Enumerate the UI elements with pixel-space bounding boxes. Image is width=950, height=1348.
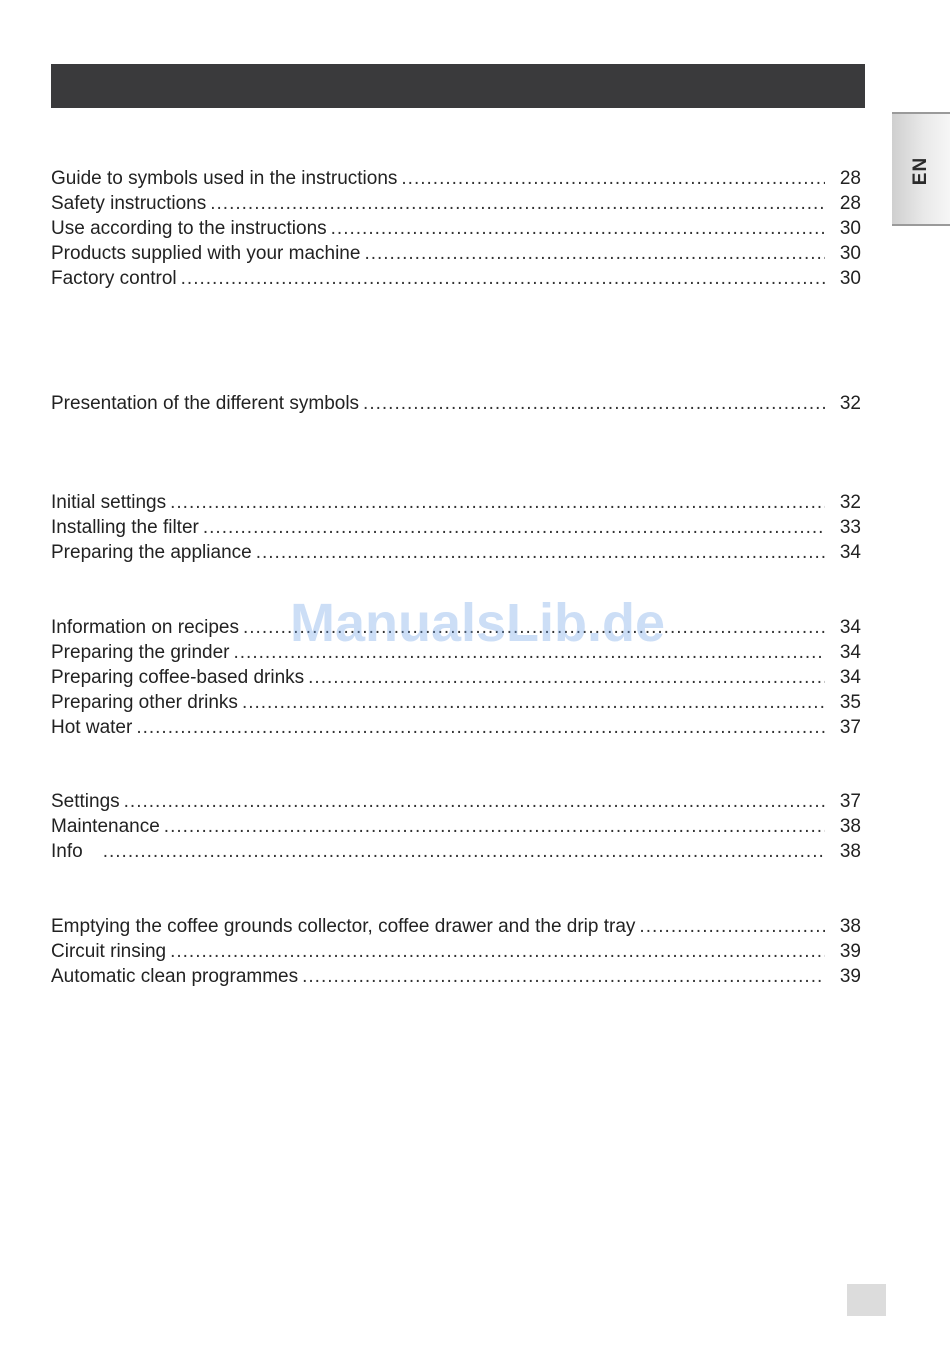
toc-section-recipes: [51, 613, 861, 738]
toc-entry-page: 38: [839, 816, 861, 837]
toc-entry-title: Initial settings: [51, 492, 167, 513]
toc-entry[interactable]: [51, 389, 861, 414]
toc-entry[interactable]: [51, 962, 861, 987]
toc-entry-page: 30: [839, 268, 861, 289]
toc-entry-title: Products supplied with your machine: [51, 243, 361, 264]
toc-entry[interactable]: [51, 538, 861, 563]
toc-entry-page: 30: [839, 218, 861, 239]
toc-entry[interactable]: [51, 812, 861, 837]
toc-leader-dots: [308, 667, 825, 688]
toc-entry[interactable]: [51, 787, 861, 812]
toc-leader-dots: [170, 941, 825, 962]
toc-entry-page: 38: [839, 841, 861, 862]
toc-entry-page: 28: [839, 168, 861, 189]
toc-leader-dots: [181, 268, 825, 289]
toc-entry[interactable]: [51, 937, 861, 962]
toc-entry-page: 30: [839, 243, 861, 264]
toc-entry[interactable]: [51, 912, 861, 937]
toc-entry-page: 33: [839, 517, 861, 538]
toc-entry-page: 34: [839, 667, 861, 688]
toc-entry-title: Maintenance: [51, 816, 160, 837]
toc-leader-dots: [302, 966, 825, 987]
watermark: ManualsLib.de: [290, 593, 666, 653]
language-tab-label: EN: [910, 156, 931, 186]
toc-leader-dots: [170, 492, 825, 513]
toc-entry-title: Preparing coffee-based drinks: [51, 667, 305, 688]
toc-section-setup: [51, 488, 861, 563]
toc-leader-dots: [639, 916, 825, 937]
toc-entry[interactable]: [51, 663, 861, 688]
toc-leader-dots: [364, 243, 825, 264]
toc-entry-title: Settings: [51, 791, 120, 812]
toc-entry[interactable]: [51, 638, 861, 663]
toc-entry-title: Information on recipes: [51, 617, 239, 638]
toc-entry[interactable]: [51, 713, 861, 738]
toc-entry[interactable]: [51, 513, 861, 538]
toc-section-symbols: [51, 389, 861, 414]
toc-entry[interactable]: [51, 688, 861, 713]
toc-entry-page: 38: [839, 916, 861, 937]
toc-entry-title: Factory control: [51, 268, 177, 289]
toc-entry[interactable]: [51, 264, 861, 289]
toc-leader-dots: [242, 692, 825, 713]
toc-entry-title: Guide to symbols used in the instructions: [51, 168, 398, 189]
toc-entry-page: 39: [839, 941, 861, 962]
toc-leader-dots: [164, 816, 825, 837]
toc-section-general: [51, 164, 861, 289]
toc-entry-title: Presentation of the different symbols: [51, 393, 360, 414]
language-tab[interactable]: [892, 112, 950, 226]
toc-entry-title: Info: [51, 841, 83, 862]
toc-section-settings: [51, 787, 861, 862]
toc-entry-page: 37: [839, 717, 861, 738]
toc-entry[interactable]: [51, 189, 861, 214]
toc-entry[interactable]: [51, 837, 861, 862]
header-bar: [51, 64, 865, 108]
toc-leader-dots: [243, 617, 825, 638]
toc-entry[interactable]: [51, 164, 861, 189]
toc-leader-dots: [136, 717, 825, 738]
toc-entry-title: Preparing the appliance: [51, 542, 252, 563]
toc-leader-dots: [210, 193, 825, 214]
toc-entry-title: Safety instructions: [51, 193, 207, 214]
toc-entry-title: Preparing other drinks: [51, 692, 238, 713]
toc-leader-dots: [401, 168, 825, 189]
toc-leader-dots: [234, 642, 826, 663]
toc-entry[interactable]: [51, 239, 861, 264]
toc-entry-page: 34: [839, 617, 861, 638]
toc-leader-dots: [203, 517, 825, 538]
toc-entry-title: Installing the filter: [51, 517, 199, 538]
toc-entry[interactable]: [51, 214, 861, 239]
toc-entry-title: Emptying the coffee grounds collector, coffee drawer and the drip tray: [51, 916, 636, 937]
toc-entry-title: Circuit rinsing: [51, 941, 167, 962]
toc-leader-dots: [124, 791, 825, 812]
toc-entry-title: Use according to the instructions: [51, 218, 327, 239]
toc-leader-dots: [331, 218, 825, 239]
toc-entry-page: 35: [839, 692, 861, 713]
toc-entry-page: 32: [839, 393, 861, 414]
toc-entry-title: Hot water: [51, 717, 133, 738]
page-number-box: [847, 1284, 886, 1316]
toc-entry-page: 37: [839, 791, 861, 812]
toc-leader-dots: [103, 841, 825, 862]
toc-entry-page: 39: [839, 966, 861, 987]
toc-leader-dots: [256, 542, 825, 563]
toc-entry-page: 28: [839, 193, 861, 214]
toc-entry-title: Automatic clean programmes: [51, 966, 299, 987]
toc-entry-page: 34: [839, 642, 861, 663]
toc-entry-page: 34: [839, 542, 861, 563]
toc-section-cleaning: [51, 912, 861, 987]
toc-entry[interactable]: [51, 613, 861, 638]
toc-entry[interactable]: [51, 488, 861, 513]
toc-leader-dots: [363, 393, 825, 414]
toc-entry-page: 32: [839, 492, 861, 513]
toc-entry-title: Preparing the grinder: [51, 642, 230, 663]
